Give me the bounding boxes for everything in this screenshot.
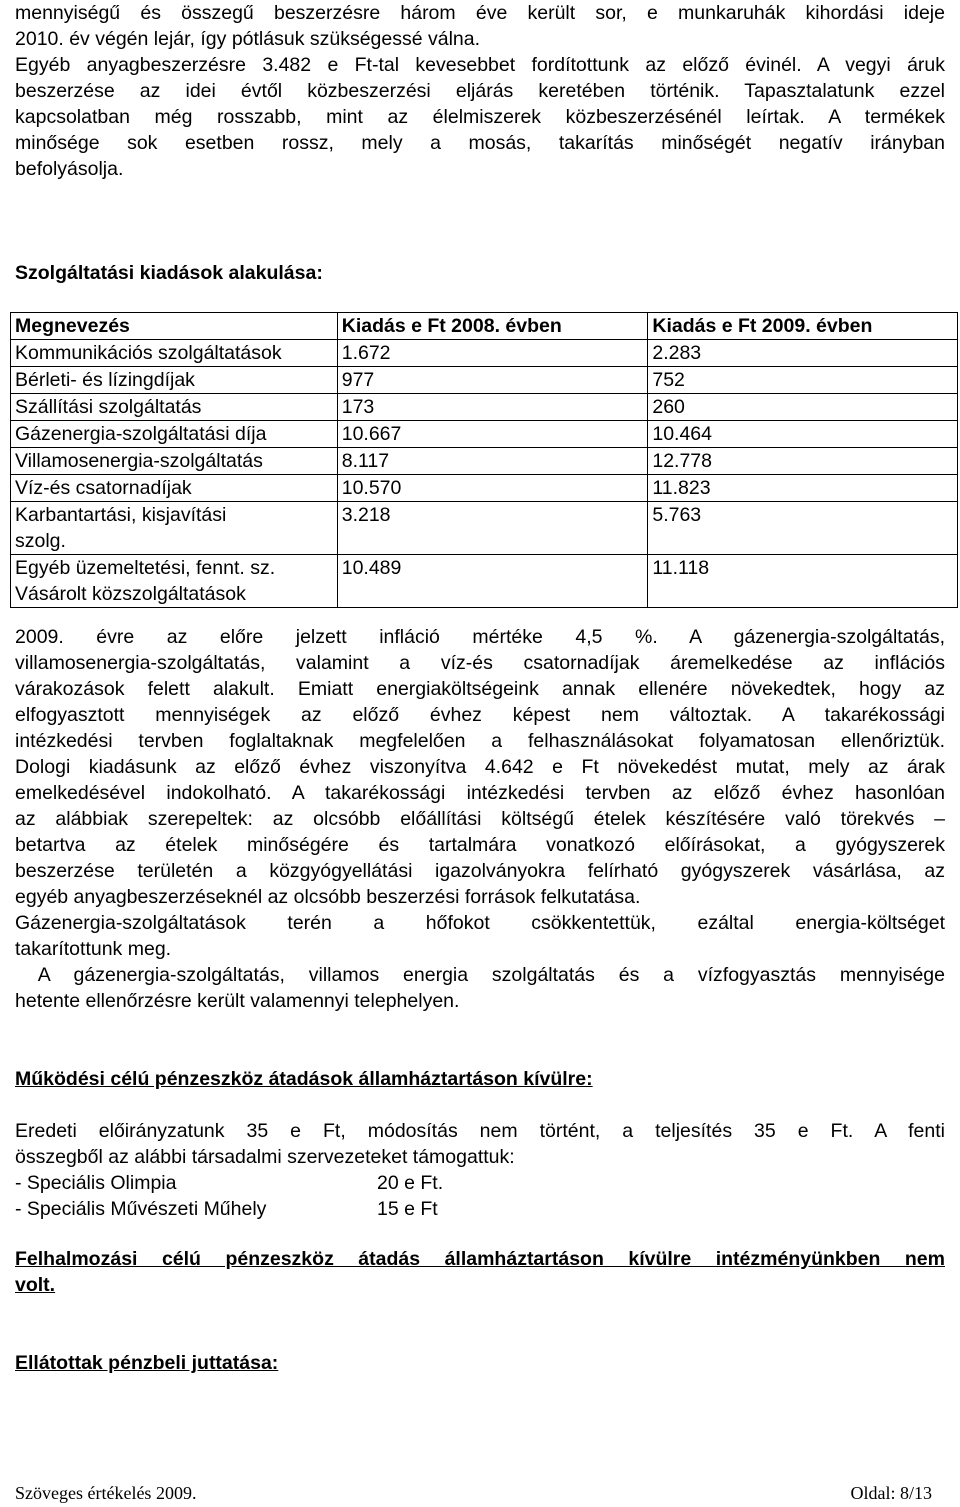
row-value-2009: 752 xyxy=(648,367,958,394)
row-name-line: Egyéb üzemeltetési, fennt. sz. xyxy=(15,557,276,579)
row-name-line: Villamosenergia-szolgáltatás xyxy=(15,450,263,472)
analysis-line: A gázenergia-szolgáltatás, villamos energia szolgáltatás és a vízfogyasztás mennyisége xyxy=(15,964,945,986)
analysis-line: emelkedésével indokolható. A takarékossági intézkedési tervben az előző évhez hasonlóan xyxy=(15,782,945,804)
intro-line: Egyéb anyagbeszerzésre 3.482 e Ft-tal kevesebbet fordítottunk az előző évinél. A vegyi áruk xyxy=(15,54,945,76)
intro-line: kapcsolatban még rosszabb, mint az élelmiszerek közbeszerzésénél leírtak. A termékek xyxy=(15,106,945,128)
row-name xyxy=(11,555,338,608)
row-value-2008: 8.117 xyxy=(337,448,648,475)
analysis-line: 2009. évre az előre jelzett infláció mértéke 4,5 %. A gázenergia-szolgáltatás, xyxy=(15,626,945,648)
support-item-amount: 15 e Ft xyxy=(377,1198,438,1220)
operating-transfers-heading: Működési célú pénzeszköz átadások államháztartáson kívülre: xyxy=(15,1068,593,1090)
analysis-paragraph xyxy=(15,624,945,1014)
analysis-line: intézkedési tervben foglaltaknak megfelelően a felhasználásokat folyamatosan ellenőriztük. xyxy=(15,730,945,752)
support-item xyxy=(15,1170,945,1196)
intro-paragraph xyxy=(15,0,945,182)
table-header-row xyxy=(11,313,958,340)
support-item xyxy=(15,1196,945,1222)
cash-benefits-heading: Ellátottak pénzbeli juttatása: xyxy=(15,1352,279,1374)
operating-line: összegből az alábbi társadalmi szervezeteket támogattuk: xyxy=(15,1146,515,1168)
row-name xyxy=(11,475,338,502)
services-expense-table xyxy=(10,312,958,608)
analysis-line: betartva az ételek minőségére és tartalmára vonatkozó előírásokat, a gyógyszerek xyxy=(15,834,945,856)
row-name xyxy=(11,367,338,394)
row-name-line: Karbantartási, kisjavítási xyxy=(15,504,227,526)
row-name xyxy=(11,448,338,475)
row-name-line: Víz-és csatornadíjak xyxy=(15,477,192,499)
row-name-line: szolg. xyxy=(15,530,66,552)
support-item-name: - Speciális Művészeti Műhely xyxy=(15,1198,267,1220)
table-row xyxy=(11,421,958,448)
analysis-line: elfogyasztott mennyiségek az előző évhez képest nem változtak. A takarékossági xyxy=(15,704,945,726)
footer-page-number: Oldal: 8/13 xyxy=(850,1483,932,1503)
row-value-2009: 260 xyxy=(648,394,958,421)
row-value-2009: 11.118 xyxy=(648,555,958,608)
row-name-line: Kommunikációs szolgáltatások xyxy=(15,342,282,364)
analysis-line: beszerzése területén a közgyógyellátási igazolványokra felírható gyógyszerek vásárlása, az xyxy=(15,860,945,882)
analysis-line: az alábbiak szerepeltek: az olcsóbb előállítási költségű ételek készítésére való törekvés – xyxy=(15,808,945,830)
capital-transfers-heading xyxy=(15,1246,945,1298)
analysis-line: egyéb anyagbeszerzéseknél az olcsóbb beszerzési források felkutatása. xyxy=(15,886,641,908)
intro-line: befolyásolja. xyxy=(15,158,124,180)
analysis-line: villamosenergia-szolgáltatás, valamint a víz-és csatornadíjak áremelkedése az inflációs xyxy=(15,652,945,674)
intro-line: mennyiségű és összegű beszerzésre három éve került sor, e munkaruhák kihordási ideje xyxy=(15,2,945,24)
analysis-line: takarítottunk meg. xyxy=(15,938,172,960)
row-name xyxy=(11,421,338,448)
table-row xyxy=(11,448,958,475)
support-item-amount: 20 e Ft. xyxy=(377,1172,444,1194)
intro-line: beszerzése az idei évtől közbeszerzési eljárás keretében történik. Tapasztalatunk ezzel xyxy=(15,80,945,102)
row-value-2009: 10.464 xyxy=(648,421,958,448)
row-value-2008: 10.489 xyxy=(337,555,648,608)
row-value-2008: 10.570 xyxy=(337,475,648,502)
row-name xyxy=(11,394,338,421)
table-row xyxy=(11,502,958,555)
row-value-2008: 1.672 xyxy=(337,340,648,367)
table-body xyxy=(11,340,958,608)
services-heading: Szolgáltatási kiadások alakulása: xyxy=(15,262,323,284)
support-item-name: - Speciális Olimpia xyxy=(15,1172,177,1194)
row-name-line: Bérleti- és lízingdíjak xyxy=(15,369,195,391)
header-name: Megnevezés xyxy=(11,313,338,340)
analysis-line: várakozások felett alakult. Emiatt energiaköltségeink annak ellenére növekedtek, hogy az xyxy=(15,678,945,700)
row-value-2008: 173 xyxy=(337,394,648,421)
row-name-line: Vásárolt közszolgáltatások xyxy=(15,583,246,605)
row-name-line: Gázenergia-szolgáltatási díja xyxy=(15,423,267,445)
operating-transfers-paragraph xyxy=(15,1118,945,1222)
header-2009: Kiadás e Ft 2009. évben xyxy=(648,313,958,340)
table-row xyxy=(11,367,958,394)
row-value-2009: 2.283 xyxy=(648,340,958,367)
table-row xyxy=(11,340,958,367)
capital-heading-line: volt. xyxy=(15,1274,56,1296)
row-value-2008: 10.667 xyxy=(337,421,648,448)
table-row xyxy=(11,394,958,421)
row-value-2009: 11.823 xyxy=(648,475,958,502)
header-2008: Kiadás e Ft 2008. évben xyxy=(337,313,648,340)
analysis-line: hetente ellenőrzésre került valamennyi telephelyen. xyxy=(15,990,460,1012)
capital-heading-line: Felhalmozási célú pénzeszköz átadás államháztartáson kívülre intézményünkben nem xyxy=(15,1248,945,1270)
row-name-line: Szállítási szolgáltatás xyxy=(15,396,202,418)
row-name xyxy=(11,340,338,367)
analysis-line: Gázenergia-szolgáltatások terén a hőfokot csökkentettük, ezáltal energia-költséget xyxy=(15,912,945,934)
table-row xyxy=(11,555,958,608)
operating-line: Eredeti előirányzatunk 35 e Ft, módosítás nem történt, a teljesítés 35 e Ft. A fenti xyxy=(15,1120,945,1142)
intro-line: 2010. év végén lejár, így pótlásuk szükségessé válna. xyxy=(15,28,481,50)
intro-line: minősége sok esetben rossz, mely a mosás, takarítás minőségét negatív irányban xyxy=(15,132,945,154)
row-value-2009: 12.778 xyxy=(648,448,958,475)
row-name xyxy=(11,502,338,555)
footer-left-text: Szöveges értékelés 2009. xyxy=(15,1483,197,1503)
row-value-2008: 3.218 xyxy=(337,502,648,555)
row-value-2009: 5.763 xyxy=(648,502,958,555)
analysis-line: Dologi kiadásunk az előző évhez viszonyítva 4.642 e Ft növekedést mutat, mely az árak xyxy=(15,756,945,778)
row-value-2008: 977 xyxy=(337,367,648,394)
table-row xyxy=(11,475,958,502)
